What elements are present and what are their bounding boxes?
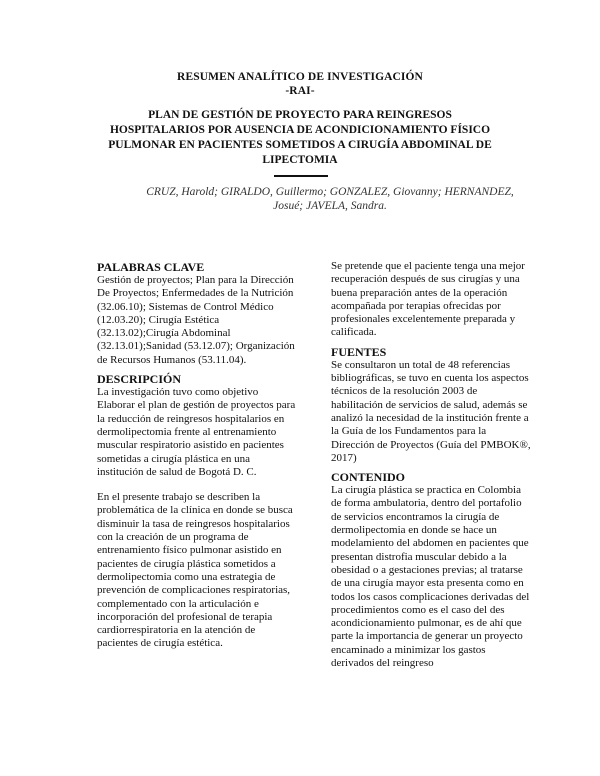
keywords-text: Gestión de proyectos; Plan para la Dirección De Proyectos; Enfermedades de la Nutrición (32.06.10); Sistemas de Control Médico (12.03.20); Cirugía Estética (32.13.02);Cirugía Abdominal (32.13.01);Sanidad (53.12.07); Organización de Recursos Humanos (53.11.04). [97,274,295,366]
right-intro-paragraph: Se pretende que el paciente tenga una mejor recuperación después de sus cirugías y una buena preparación antes de la operación acompañada por terapias ofrecidas por profesionales excelentemente preparada y calificada. [331,260,525,339]
right-column [331,260,531,670]
sources-heading: FUENTES [331,344,387,359]
keywords-heading: PALABRAS CLAVE [97,260,205,274]
content-heading: CONTENIDO [331,470,406,485]
title-divider [274,175,328,177]
project-title: PLAN DE GESTIÓN DE PROYECTO PARA REINGRESOS HOSPITALARIOS POR AUSENCIA DE ACONDICIONAMIENTO FÍSICO PULMONAR EN PACIENTES SOMETIDOS A CIRUGÍA ABDOMINAL DE LIPECTOMIA [108,109,492,166]
document-heading [0,70,600,98]
description-paragraph-2: En el presente trabajo se describen la problemática de la clínica en donde se busca disminuir la tasa de reingresos hospitalarios con la creación de un programa de entrenamiento físico pulmonar asistido en pacientes de cirugía plástica sometidos a dermolipectomia como una estrategia de prevención de complicaciones respiratorias, complementado con la articulación e incorporación del profesional de terapia cardiorrespiratoria en la atención de pacientes de cirugía estética. [97,491,293,650]
authors: CRUZ, Harold; GIRALDO, Guillermo; GONZALEZ, Giovanny; HERNANDEZ, Josué; JAVELA, Sandra. [146,186,514,212]
description-paragraph-1: La investigación tuvo como objetivo Elaborar el plan de gestión de proyectos para la reducción de reingresos hospitalarios en dermolipectomia frente al entrenamiento muscular respiratorio asistido en pacientes sometidas a cirugía plástica en una institución de salud de Bogotá D. C. [97,386,296,478]
description-heading: DESCRIPCIÓN [97,372,182,387]
left-column [97,260,297,651]
sources-text: Se consultaron un total de 48 referencias bibliográficas, se tuvo en cuenta los aspectos técnicos de la resolución 2003 de habilitación de servicios de salud, además se analizó la necesidad de la institución frente a la Guía de los Fundamentos para la Dirección de Proyectos (Guía del PMBOK®, 2017) [331,358,531,464]
heading-line-2: -RAI- [285,85,315,97]
heading-line-1: RESUMEN ANALÍTICO DE INVESTIGACIÓN [177,71,423,83]
content-text: La cirugía plástica se practica en Colombia de forma ambulatoria, dentro del portafolio de servicios encontramos la cirugía de dermolipectomia en donde se hace un modelamiento del abdomen en pacientes que presentan distrofia muscular debido a la obesidad o a gestaciones previas; al tratarse de una cirugía mayor esta presenta como en todos los casos complicaciones derivadas del procedimientos como es el caso del des acondicionamiento pulmonar, es de ahí que parte la importancia de generar un proyecto encaminado a minimizar los gastos derivados del reingreso [331,484,530,670]
